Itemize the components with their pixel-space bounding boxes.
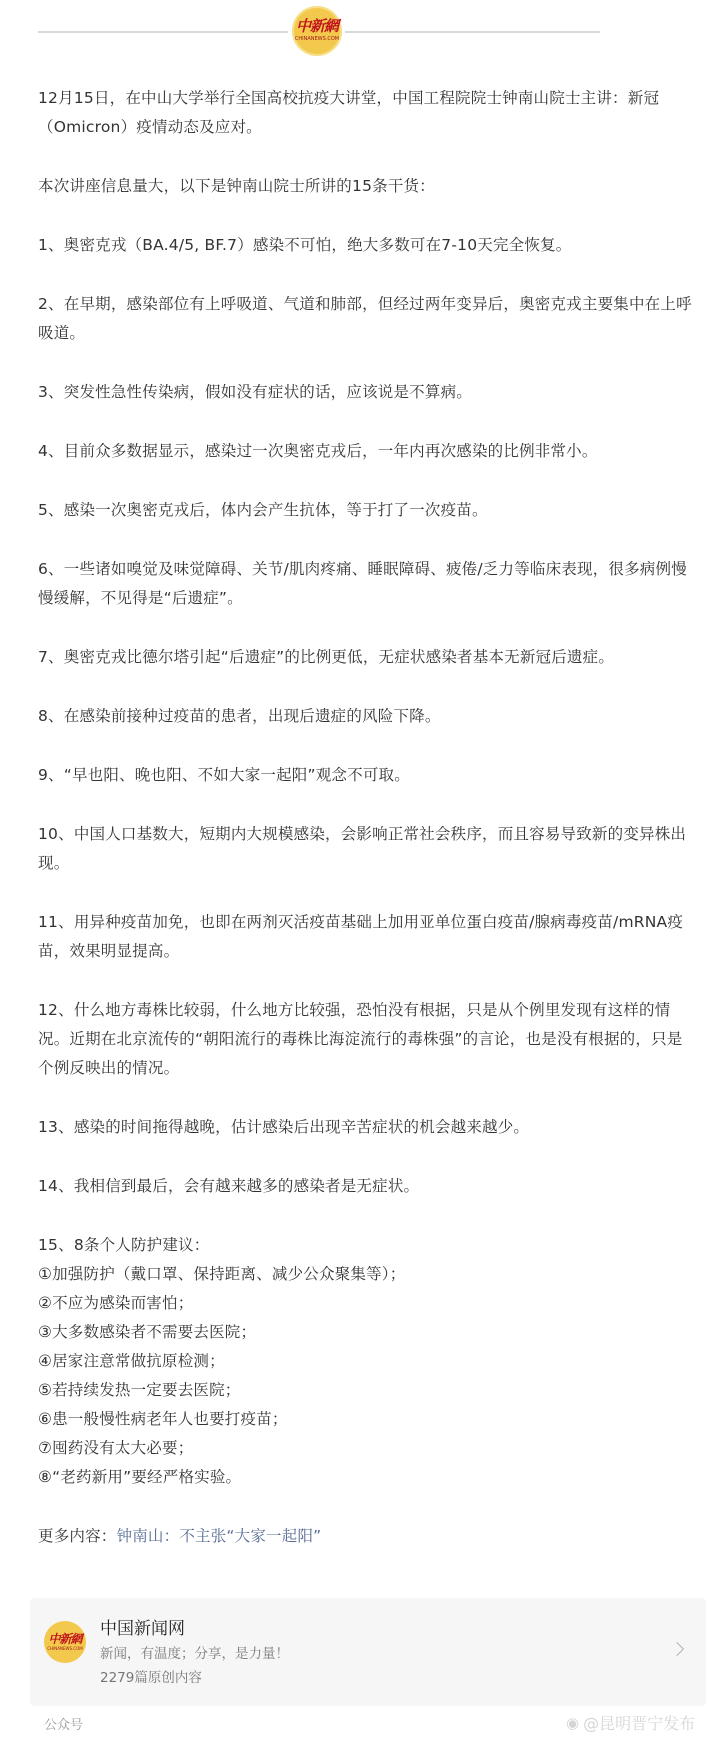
- more-content: [38, 1522, 698, 1551]
- advice-item-5: ⑤若持续发热一定要去医院；: [38, 1381, 241, 1399]
- advice-item-7: ⑦囤药没有太大必要；: [38, 1439, 194, 1457]
- account-type-label: 公众号: [44, 1718, 84, 1733]
- weibo-icon: ◉: [566, 1713, 580, 1732]
- weibo-watermark: [566, 1711, 695, 1734]
- article-intro: 12月15日，在中山大学举行全国高校抗疫大讲堂，中国工程院院士钟南山院士主讲：新冠（Omicron）疫情动态及应对。: [38, 89, 660, 136]
- advice-item-1: ①加强防护（戴口罩、保持距离、减少公众聚集等）；: [38, 1265, 406, 1283]
- chevron-right-icon: [670, 1642, 684, 1656]
- point-15-title: 15、8条个人防护建议：: [38, 1236, 210, 1254]
- point-10: 10、中国人口基数大，短期内大规模感染，会影响正常社会秩序，而且容易导致新的变异株出现。: [38, 825, 687, 872]
- more-content-link[interactable]: 钟南山：不主张“大家一起阳”: [116, 1527, 322, 1545]
- article-lead: 本次讲座信息量大，以下是钟南山院士所讲的15条干货：: [38, 177, 435, 195]
- point-2: 2、在早期，感染部位有上呼吸道、气道和肺部，但经过两年变异后，奥密克戎主要集中在上呼吸道。: [38, 295, 692, 342]
- point-14: 14、我相信到最后，会有越来越多的感染者是无症状。: [38, 1177, 420, 1195]
- point-13: 13、感染的时间拖得越晚，估计感染后出现辛苦症状的机会越来越少。: [38, 1118, 530, 1136]
- logo-subtext: CHINANEWS.COM: [294, 36, 340, 42]
- avatar-logo-subtext: CHINANEWS.COM: [47, 1646, 83, 1651]
- point-6: 6、一些诸如嗅觉及味觉障碍、关节/肌肉疼痛、睡眠障碍、疲倦/乏力等临床表现，很多病例慢慢缓解，不见得是“后遗症”。: [38, 560, 687, 607]
- logo-text: 中新網: [295, 17, 338, 35]
- point-4: 4、目前众多数据显示，感染过一次奥密克戎后，一年内再次感染的比例非常小。: [38, 442, 598, 460]
- advice-item-2: ②不应为感染而害怕；: [38, 1294, 194, 1312]
- more-content-label: 更多内容：: [38, 1527, 117, 1545]
- point-12: 12、什么地方毒株比较弱，什么地方比较强，恐怕没有根据，只是从个例里发现有这样的情况。近期在北京流传的“朝阳流行的毒株比海淀流行的毒株强”的言论，也是没有根据的，只是个例反映出的情况。: [38, 1001, 683, 1077]
- point-5: 5、感染一次奥密克戎后，体内会产生抗体，等于打了一次疫苗。: [38, 501, 488, 519]
- account-avatar: [44, 1621, 86, 1663]
- chinanews-logo: [292, 6, 342, 56]
- avatar-logo-text: 中新網: [48, 1632, 82, 1646]
- article-body: [38, 84, 698, 1581]
- point-1: 1、奥密克戎（BA.4/5, BF.7）感染不可怕，绝大多数可在7-10天完全恢复。: [38, 236, 572, 254]
- point-7: 7、奥密克戎比德尔塔引起“后遗症”的比例更低，无症状感染者基本无新冠后遗症。: [38, 648, 615, 666]
- article-header: [0, 0, 715, 75]
- advice-item-4: ④居家注意常做抗原检测；: [38, 1352, 225, 1370]
- account-name: 中国新闻网: [100, 1619, 185, 1639]
- advice-item-6: ⑥患一般慢性病老年人也要打疫苗；: [38, 1410, 288, 1428]
- account-article-count: 2279篇原创内容: [100, 1670, 202, 1686]
- point-15: [38, 1231, 698, 1492]
- watermark-text: @昆明晋宁发布: [583, 1714, 696, 1733]
- point-3: 3、突发性急性传染病，假如没有症状的话，应该说是不算病。: [38, 383, 472, 401]
- account-slogan: 新闻，有温度；分享，是力量！: [100, 1646, 289, 1662]
- advice-item-3: ③大多数感染者不需要去医院；: [38, 1323, 257, 1341]
- point-9: 9、“早也阳、晚也阳、不如大家一起阳”观念不可取。: [38, 766, 410, 784]
- point-11: 11、用异种疫苗加免，也即在两剂灭活疫苗基础上加用亚单位蛋白疫苗/腺病毒疫苗/mRNA疫苗，效果明显提高。: [38, 913, 684, 960]
- header-divider-left: [38, 31, 288, 33]
- advice-item-8: ⑧“老药新用”要经严格实验。: [38, 1468, 242, 1486]
- header-divider-right: [345, 31, 600, 33]
- point-8: 8、在感染前接种过疫苗的患者，出现后遗症的风险下降。: [38, 707, 441, 725]
